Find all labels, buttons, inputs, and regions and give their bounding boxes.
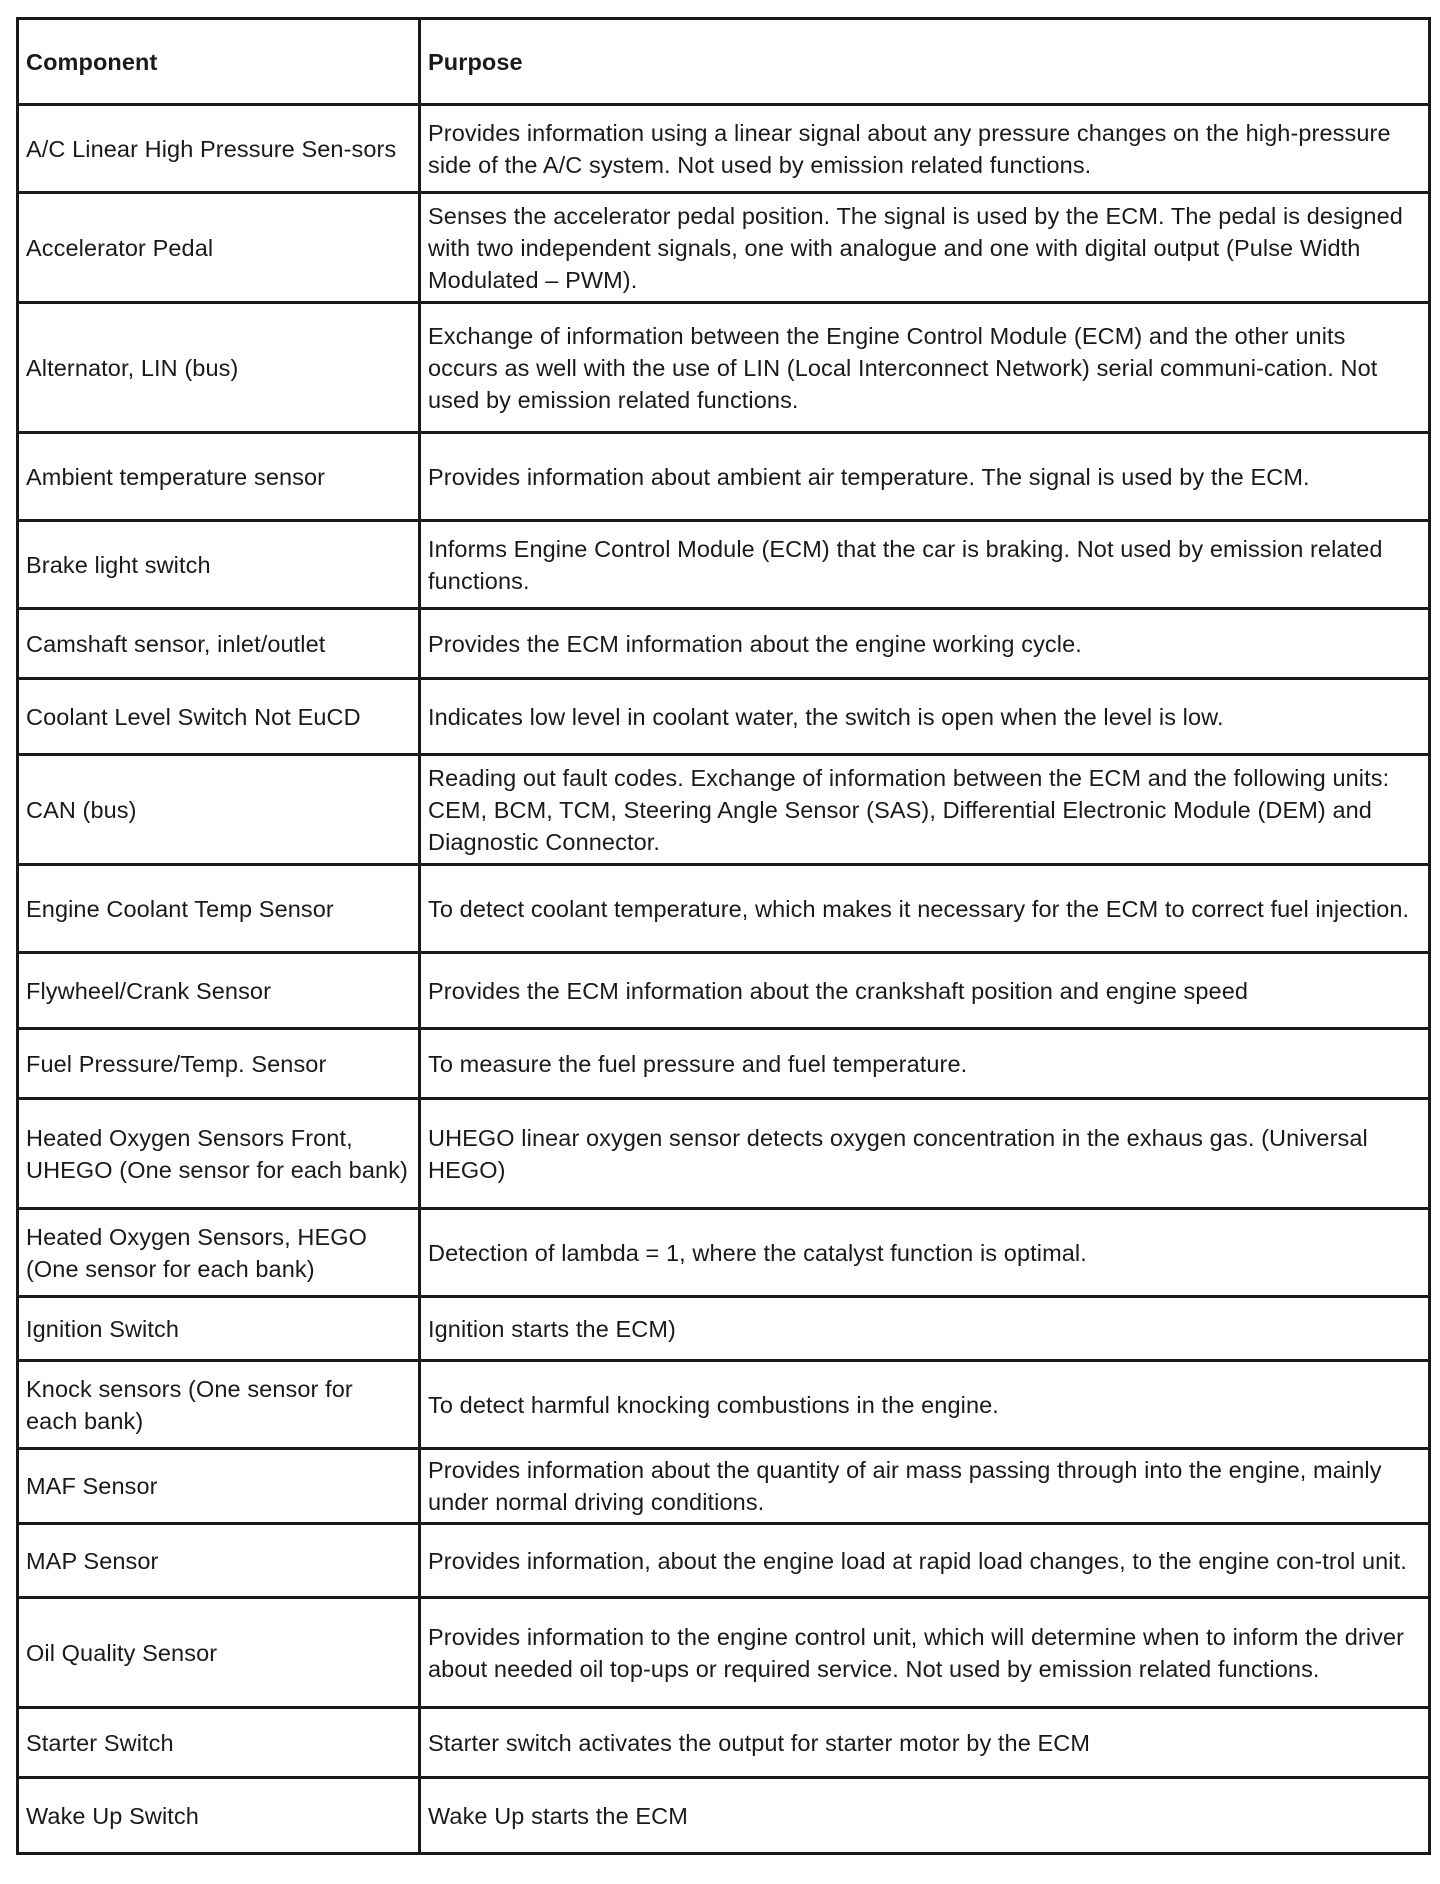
purpose-cell: Senses the accelerator pedal position. The signal is used by the ECM. The pedal is designed with two independent signals, one with analogue and one with digital output (Pulse Width Modulated – PWM). — [420, 193, 1430, 303]
purpose-cell: To detect harmful knocking combustions in the engine. — [420, 1361, 1430, 1449]
component-cell: Alternator, LIN (bus) — [18, 303, 420, 433]
purpose-cell: Exchange of information between the Engine Control Module (ECM) and the other units occurs as well with the use of LIN (Local Interconnect Network) serial communi-cation. Not used by emission related functions. — [420, 303, 1430, 433]
component-cell: Accelerator Pedal — [18, 193, 420, 303]
purpose-cell: Provides information about ambient air temperature. The signal is used by the ECM. — [420, 433, 1430, 521]
component-purpose-table — [16, 17, 1431, 1855]
component-cell: Flywheel/Crank Sensor — [18, 953, 420, 1029]
table-row — [18, 1449, 1430, 1524]
component-purpose-table-container — [16, 17, 1428, 1855]
table-row — [18, 105, 1430, 193]
component-cell: Oil Quality Sensor — [18, 1598, 420, 1708]
table-row — [18, 1598, 1430, 1708]
component-cell: MAF Sensor — [18, 1449, 420, 1524]
table-header-row — [18, 19, 1430, 105]
purpose-cell: To detect coolant temperature, which makes it necessary for the ECM to correct fuel injection. — [420, 865, 1430, 953]
table-row — [18, 1209, 1430, 1297]
component-cell: Heated Oxygen Sensors, HEGO (One sensor for each bank) — [18, 1209, 420, 1297]
purpose-cell: Reading out fault codes. Exchange of information between the ECM and the following units: CEM, BCM, TCM, Steering Angle Sensor (SAS), Differential Electronic Module (DEM) and Diagnostic Connector. — [420, 755, 1430, 865]
table-row — [18, 865, 1430, 953]
table-row — [18, 1099, 1430, 1209]
component-cell: Fuel Pressure/Temp. Sensor — [18, 1029, 420, 1099]
table-row — [18, 521, 1430, 609]
table-row — [18, 1778, 1430, 1854]
column-header-purpose: Purpose — [420, 19, 1430, 105]
table-row — [18, 433, 1430, 521]
purpose-cell: Informs Engine Control Module (ECM) that the car is braking. Not used by emission related functions. — [420, 521, 1430, 609]
table-row — [18, 755, 1430, 865]
component-cell: Wake Up Switch — [18, 1778, 420, 1854]
component-cell: A/C Linear High Pressure Sen-sors — [18, 105, 420, 193]
purpose-cell: Provides information to the engine control unit, which will determine when to inform the driver about needed oil top-ups or required service. Not used by emission related functions. — [420, 1598, 1430, 1708]
table-row — [18, 1297, 1430, 1361]
component-cell: Ignition Switch — [18, 1297, 420, 1361]
table-row — [18, 1361, 1430, 1449]
purpose-cell: Wake Up starts the ECM — [420, 1778, 1430, 1854]
component-cell: Ambient temperature sensor — [18, 433, 420, 521]
component-cell: Knock sensors (One sensor for each bank) — [18, 1361, 420, 1449]
table-row — [18, 609, 1430, 679]
table-row — [18, 1708, 1430, 1778]
purpose-cell: UHEGO linear oxygen sensor detects oxygen concentration in the exhaus gas. (Universal HEGO) — [420, 1099, 1430, 1209]
component-cell: Camshaft sensor, inlet/outlet — [18, 609, 420, 679]
purpose-cell: Indicates low level in coolant water, the switch is open when the level is low. — [420, 679, 1430, 755]
table-row — [18, 303, 1430, 433]
table-row — [18, 953, 1430, 1029]
component-cell: CAN (bus) — [18, 755, 420, 865]
component-cell: Engine Coolant Temp Sensor — [18, 865, 420, 953]
purpose-cell: Detection of lambda = 1, where the catalyst function is optimal. — [420, 1209, 1430, 1297]
purpose-cell: Starter switch activates the output for starter motor by the ECM — [420, 1708, 1430, 1778]
component-cell: Coolant Level Switch Not EuCD — [18, 679, 420, 755]
table-row — [18, 193, 1430, 303]
table-row — [18, 1029, 1430, 1099]
purpose-cell: Provides the ECM information about the crankshaft position and engine speed — [420, 953, 1430, 1029]
component-cell: Starter Switch — [18, 1708, 420, 1778]
component-cell: MAP Sensor — [18, 1524, 420, 1598]
purpose-cell: Provides the ECM information about the engine working cycle. — [420, 609, 1430, 679]
component-cell: Brake light switch — [18, 521, 420, 609]
component-cell: Heated Oxygen Sensors Front, UHEGO (One sensor for each bank) — [18, 1099, 420, 1209]
table-row — [18, 1524, 1430, 1598]
purpose-cell: Ignition starts the ECM) — [420, 1297, 1430, 1361]
purpose-cell: Provides information, about the engine load at rapid load changes, to the engine con-trol unit. — [420, 1524, 1430, 1598]
purpose-cell: To measure the fuel pressure and fuel temperature. — [420, 1029, 1430, 1099]
table-row — [18, 679, 1430, 755]
purpose-cell: Provides information about the quantity of air mass passing through into the engine, mainly under normal driving conditions. — [420, 1449, 1430, 1524]
purpose-cell: Provides information using a linear signal about any pressure changes on the high-pressure side of the A/C system. Not used by emission related functions. — [420, 105, 1430, 193]
column-header-component: Component — [18, 19, 420, 105]
